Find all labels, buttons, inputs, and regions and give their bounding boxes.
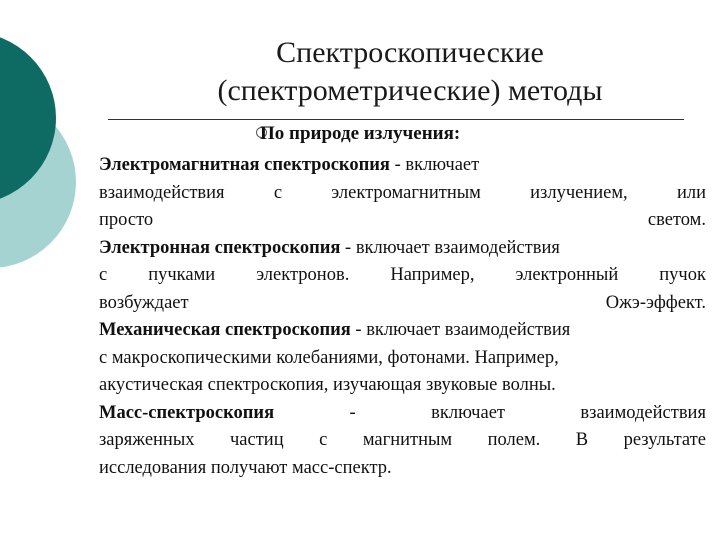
body-line-5: с пучками электронов. Например, электронный пучок: [99, 265, 706, 285]
body-line-1: Электромагнитная спектроскопия - включает: [99, 155, 480, 175]
title-line-1: Спектроскопические: [276, 36, 544, 69]
term-electron: Электронная спектроскопия: [99, 237, 341, 258]
body-line-2: взаимодействия с электромагнитным излучением, или: [99, 182, 706, 203]
term-mechanical: Механическая спектроскопия: [99, 320, 351, 340]
subheading: По природе излучения:: [260, 123, 461, 144]
body-line-10: Масс-спектроскопия - включает взаимодействия: [99, 400, 706, 428]
body-line-3: просто светом.: [99, 210, 706, 230]
body-line-8: с макроскопическими колебаниями, фотонами. Например,: [99, 347, 559, 368]
title-divider: [108, 119, 684, 120]
slide-title: [140, 34, 680, 110]
body-line-12: исследования получают масс-спектр.: [99, 457, 392, 478]
body-line-9: акустическая спектроскопия, изучающая звуковые волны.: [99, 375, 556, 395]
body-line-4: Электронная спектроскопия - включает взаимодействия: [99, 237, 560, 258]
slide-body: [99, 152, 706, 482]
body-line-7: Механическая спектроскопия - включает взаимодействия: [99, 320, 571, 340]
title-line-2: (спектрометрические) методы: [217, 74, 603, 107]
term-mass: Масс-спектроскопия: [99, 402, 275, 423]
body-line-11: заряженных частиц с магнитным полем. В результате: [99, 430, 706, 450]
term-electromagnetic: Электромагнитная спектроскопия: [99, 155, 390, 175]
body-line-6: возбуждает Ожэ-эффект.: [99, 292, 706, 313]
